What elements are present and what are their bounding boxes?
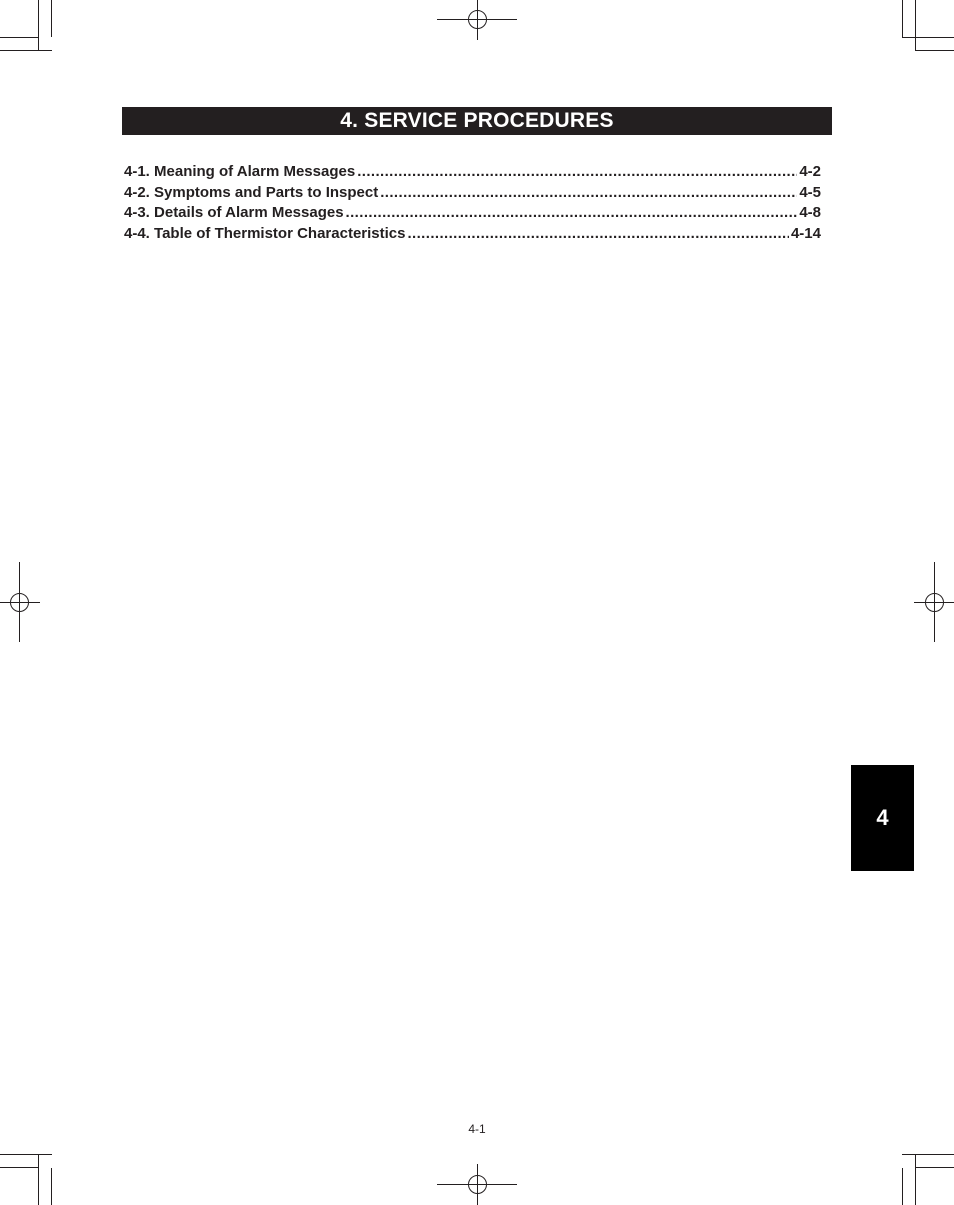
toc-entry[interactable]: [124, 225, 821, 246]
toc-entry-label: 4-1. Meaning of Alarm Messages: [124, 163, 356, 180]
toc-entry-label: 4-2. Symptoms and Parts to Inspect: [124, 183, 379, 201]
crop-mark-top-right: [902, 0, 954, 51]
toc-entry-page: 4-14: [790, 224, 821, 242]
toc-leader-dots: [380, 184, 797, 201]
section-title: 4. SERVICE PROCEDURES: [340, 109, 614, 132]
toc-entry[interactable]: [124, 184, 821, 205]
toc-leader-dots: [407, 225, 788, 242]
toc-entry-page: 4-8: [799, 204, 821, 221]
registration-mark-bottom: [437, 1164, 517, 1205]
toc-entry-page: 4-2: [799, 163, 821, 180]
toc-leader-dots: [346, 204, 798, 221]
registration-mark-left: [0, 562, 40, 642]
table-of-contents: [124, 163, 821, 245]
section-title-bar: [122, 107, 832, 135]
toc-entry-label: 4-4. Table of Thermistor Characteristics: [124, 224, 406, 242]
chapter-tab-number: 4: [876, 805, 889, 830]
page-number: 4-1: [468, 1122, 486, 1136]
registration-mark-right: [914, 562, 954, 642]
crop-mark-top-left: [0, 0, 52, 51]
chapter-tab: [851, 765, 914, 871]
registration-mark-top: [437, 0, 517, 40]
toc-entry[interactable]: [124, 204, 821, 225]
crop-mark-bottom-right: [902, 1155, 954, 1205]
toc-entry-label: 4-3. Details of Alarm Messages: [124, 204, 344, 221]
toc-entry[interactable]: [124, 163, 821, 184]
crop-mark-bottom-left: [0, 1155, 52, 1205]
toc-leader-dots: [357, 163, 797, 180]
toc-entry-page: 4-5: [799, 183, 821, 201]
